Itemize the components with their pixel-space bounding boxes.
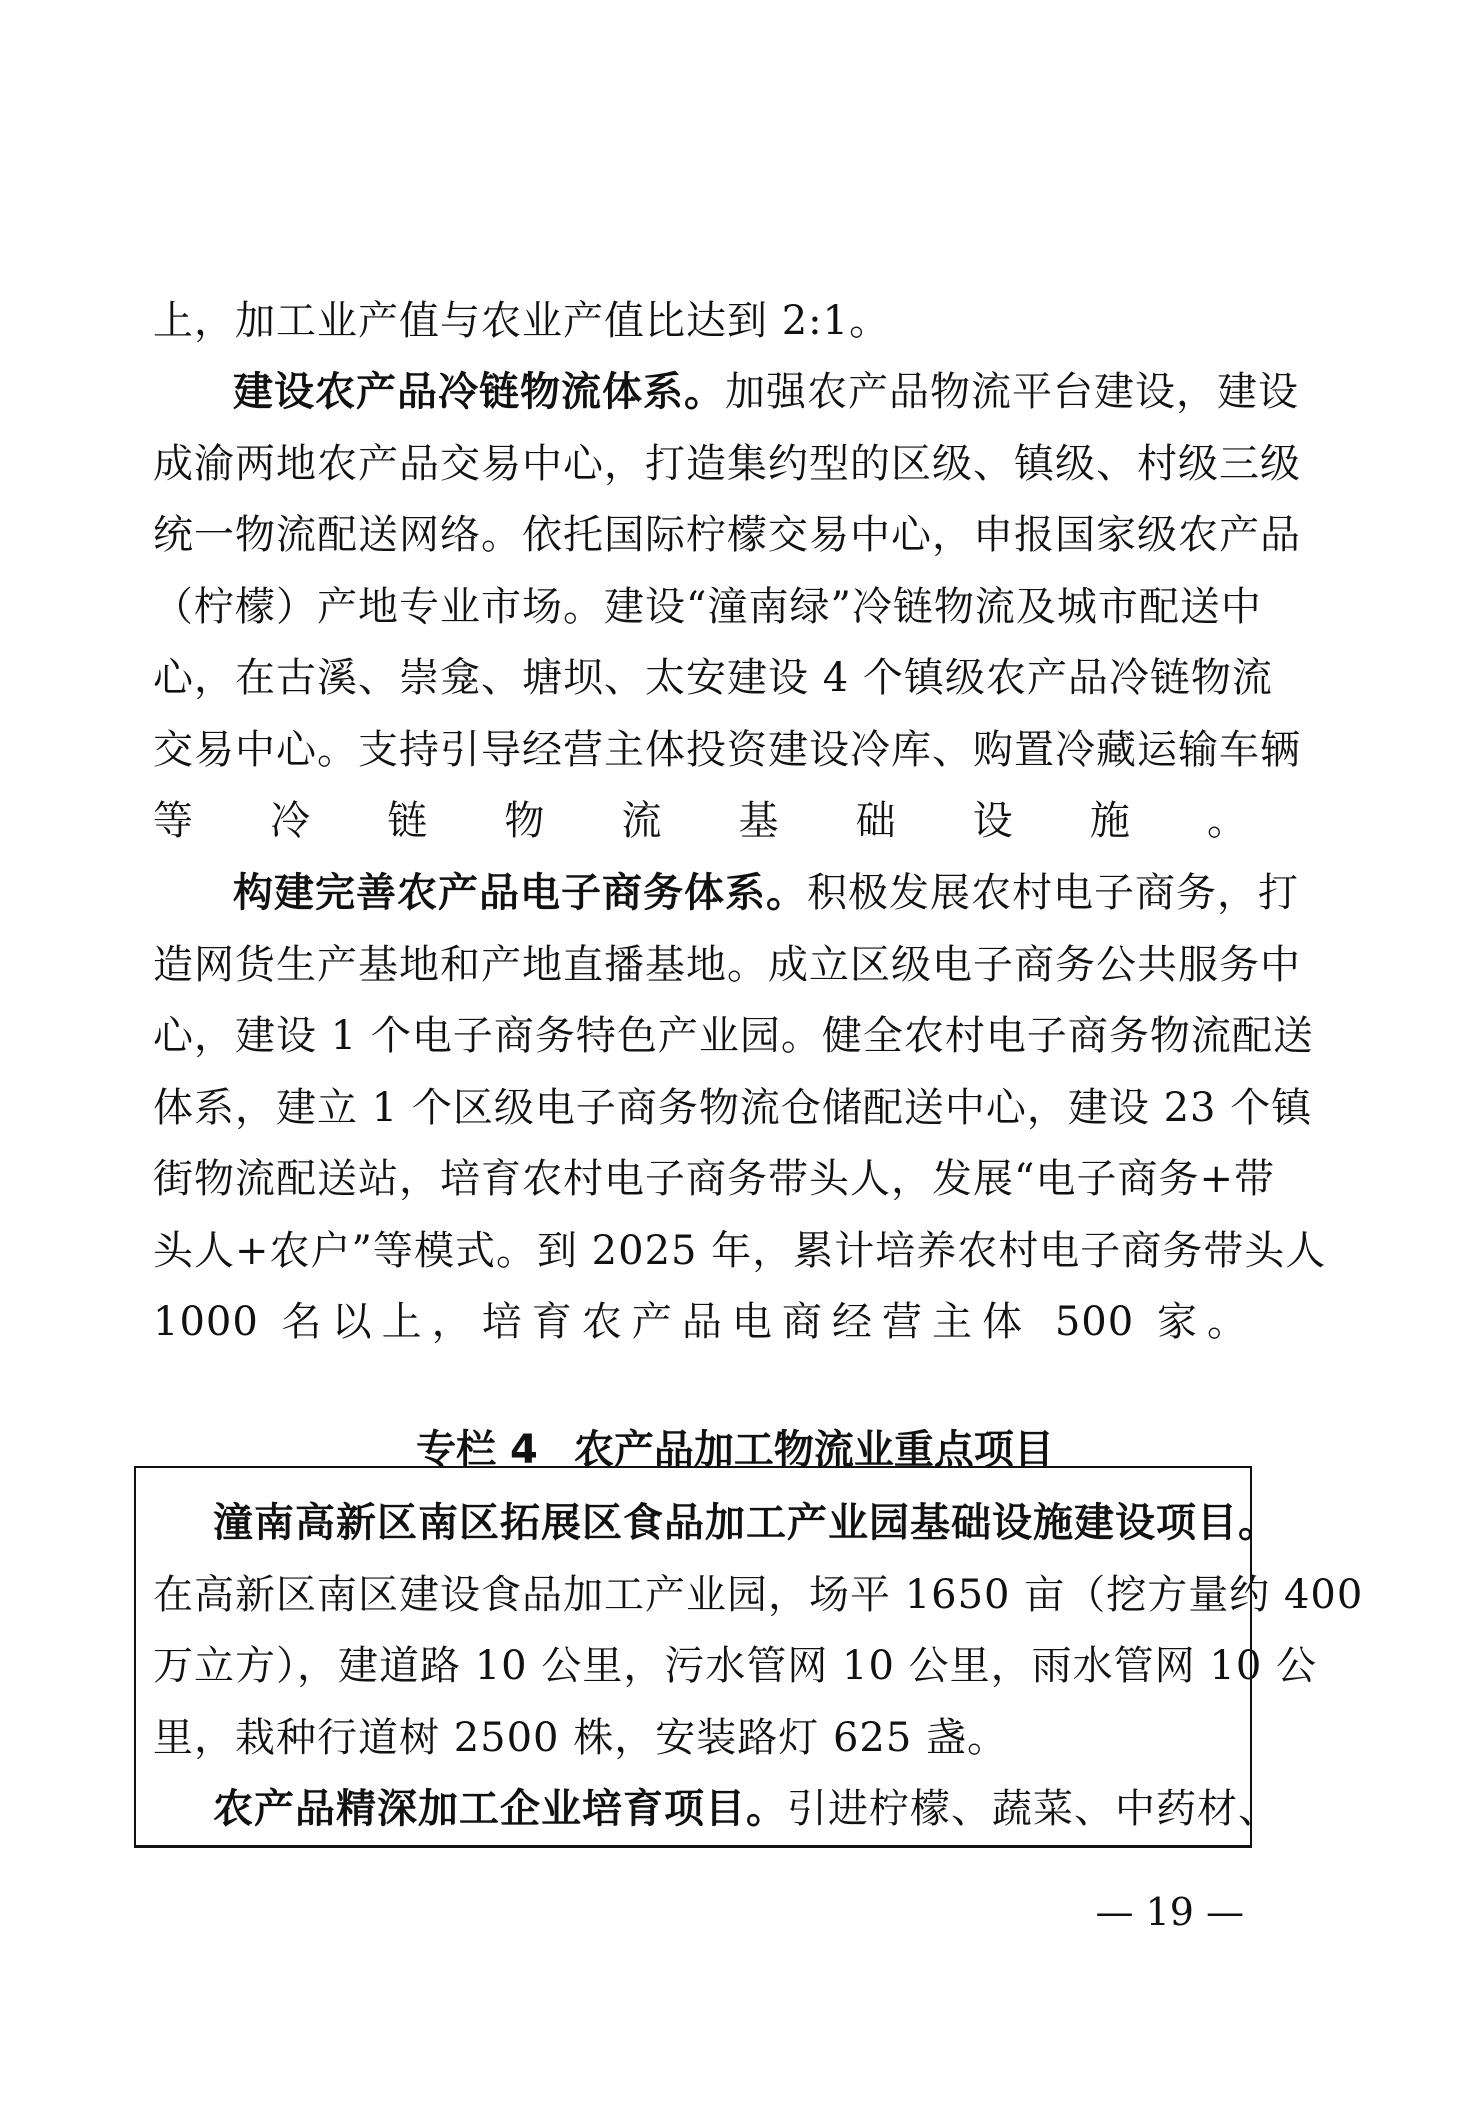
column-label: 专栏 4: [416, 1427, 538, 1473]
paragraph-text: 加强农产品物流平台建设，建设: [725, 369, 1299, 415]
text-line: （柠檬）产地专业市场。建设“潼南绿”冷链物流及城市配送中: [153, 583, 1262, 630]
column-box-text: [153, 1488, 1364, 1846]
paragraph-first-line: [153, 858, 1299, 930]
project-text: 引进柠檬、蔬菜、中药材、: [787, 1786, 1279, 1832]
project-title: 农产品精深加工企业培育项目。: [213, 1786, 787, 1832]
paragraph-heading: 建设农产品冷链物流体系。: [233, 369, 725, 415]
paragraph-first-line: [153, 357, 1299, 429]
page-number: — 19 —: [1095, 1890, 1244, 1934]
text-line: 心，建设 1 个电子商务特色产业园。健全农村电子商务物流配送: [153, 1013, 1314, 1059]
text-line: 造网货生产基地和产地直播基地。成立区级电子商务公共服务中: [153, 941, 1301, 988]
text-line: 头人+农户”等模式。到 2025 年，累计培养农村电子商务带头人: [153, 1227, 1327, 1274]
project-title: 潼南高新区南区拓展区食品加工产业园基础设施建设项目。: [213, 1500, 1279, 1546]
text-line: 等冷链物流基础设施。: [153, 798, 1248, 844]
column-box: [134, 1466, 1364, 1848]
column-heading: 农产品加工物流业重点项目: [573, 1427, 1054, 1473]
text-line: 成渝两地农产品交易中心，打造集约型的区级、镇级、村级三级: [153, 440, 1301, 487]
paragraph-ecommerce: [153, 858, 1327, 1359]
continuation-text: [153, 286, 1248, 358]
text-line: 街物流配送站，培育农村电子商务带头人，发展“电子商务+带: [153, 1156, 1275, 1202]
paragraph-text: 积极发展农村电子商务，打: [807, 870, 1299, 916]
text-line: 心，在古溪、崇龛、塘坝、太安建设 4 个镇级农产品冷链物流: [153, 655, 1273, 701]
paragraph-cold-chain: [153, 357, 1301, 858]
text-line: 1000 名以上，培育农产品电商经营主体 500 家。: [153, 1299, 1248, 1345]
text-line: 里，栽种行道树 2500 株，安装路灯 625 盏。: [153, 1714, 1009, 1761]
project-heading: [153, 1488, 1279, 1560]
text-line: 体系，建立 1 个区级电子商务物流仓储配送中心，建设 23 个镇: [153, 1084, 1313, 1131]
paragraph-heading: 构建完善农产品电子商务体系。: [233, 870, 807, 916]
project-heading: [153, 1774, 1279, 1846]
text-line: 在高新区南区建设食品加工产业园，场平 1650 亩（挖方量约 400: [153, 1571, 1364, 1618]
text-line: 万立方），建道路 10 公里，污水管网 10 公里，雨水管网 10 公: [153, 1643, 1317, 1689]
text-line: 上，加工业产值与农业产值比达到 2:1。: [153, 298, 891, 344]
text-line: 统一物流配送网络。依托国际柠檬交易中心，申报国家级农产品: [153, 512, 1301, 558]
text-line: 交易中心。支持引导经营主体投资建设冷库、购置冷藏运输车辆: [153, 726, 1301, 773]
